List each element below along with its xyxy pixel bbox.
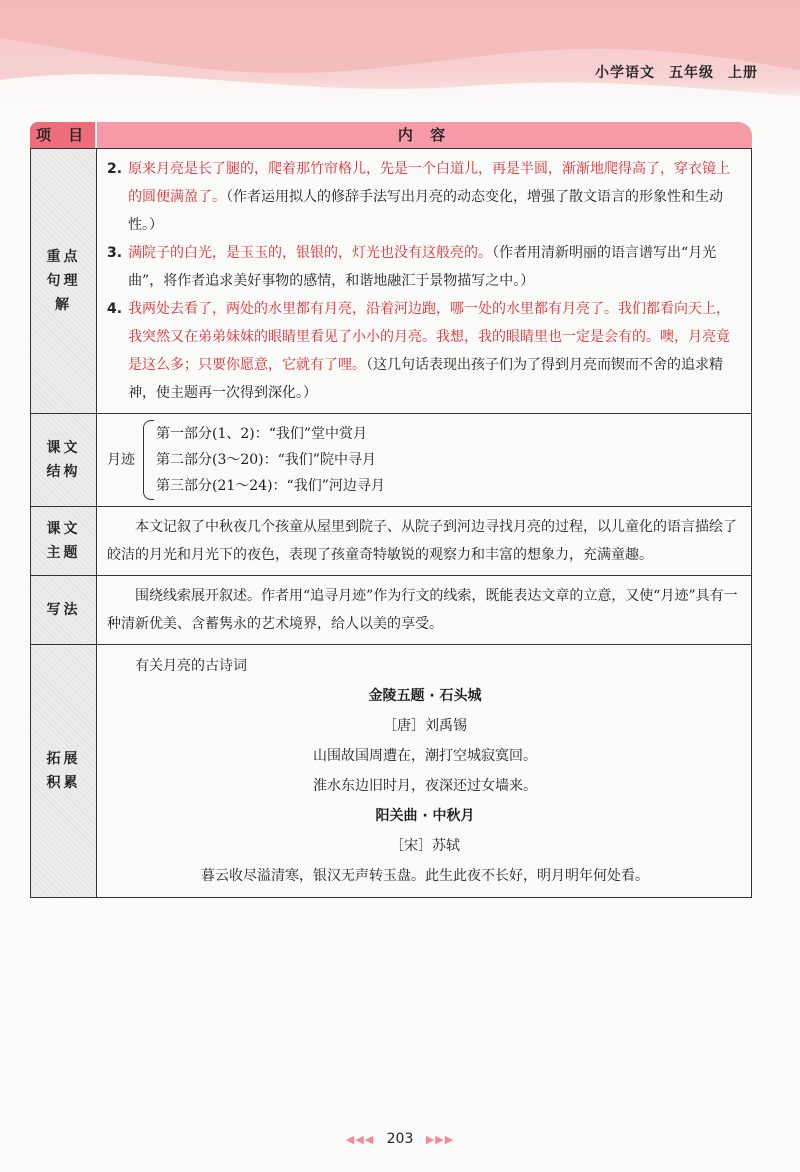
sentence-item — [107, 239, 743, 295]
row-key-sentences — [30, 148, 752, 414]
row-label: 重点句理解 — [30, 149, 97, 413]
brace-icon — [143, 420, 154, 500]
poem-title: 金陵五题 · 石头城 — [368, 688, 482, 704]
header-band — [0, 0, 800, 112]
header-wave-decoration — [0, 0, 800, 112]
row-label: 拓展积累 — [30, 645, 97, 897]
page-number: 203 — [386, 1131, 414, 1147]
poem-author: ［宋］苏轼 — [390, 838, 460, 854]
row-label: 写法 — [30, 576, 97, 644]
page-footer — [0, 1131, 800, 1147]
poem-line: 暮云收尽溢清寒，银汉无声转玉盘。此生此夜不长好，明月明年何处看。 — [201, 868, 649, 884]
structure-part: 第三部分(21～24)：“我们”河边寻月 — [156, 478, 385, 494]
row-label: 课文主题 — [30, 507, 97, 575]
item-number: 4. — [107, 301, 123, 317]
structure-title: 月迹 — [107, 452, 135, 468]
quote-text: 满院子的白光，是玉玉的，银银的，灯光也没有这般亮的。 — [128, 245, 493, 261]
extension-intro: 有关月亮的古诗词 — [135, 658, 247, 674]
row-structure — [30, 414, 752, 507]
column-content-header: 内 容 — [97, 122, 752, 148]
row-content — [97, 576, 752, 644]
row-writing — [30, 576, 752, 645]
grade: 五年级 — [669, 65, 714, 81]
structure-parts — [156, 421, 385, 499]
subject: 小学语文 — [595, 65, 655, 81]
row-extension — [30, 645, 752, 898]
arrow-left-icon: ◀◀◀ — [345, 1133, 375, 1146]
volume: 上册 — [728, 65, 758, 81]
item-number: 3. — [107, 245, 123, 261]
theme-text: 本文记叙了中秋夜几个孩童从屋里到院子、从院子到河边寻找月亮的过程，以儿童化的语言描绘了皎洁的月光和月光下的夜色，表现了孩童奇特敏锐的观察力和丰富的想象力，充满童趣。 — [107, 519, 737, 563]
structure-part: 第二部分(3～20)：“我们”院中寻月 — [156, 452, 376, 468]
row-label: 课文结构 — [30, 414, 97, 506]
table-header — [30, 122, 752, 148]
structure-diagram — [107, 420, 743, 500]
book-info — [581, 62, 758, 82]
quote-text: 我两处去看了，两处的水里都有月亮，沿着河边跑，哪一处的水里都有月亮了。我们都看向天上，我突然又在弟弟妹妹的眼睛里看见了小小的月亮。我想，我的眼睛里也一定是会有的。噢，月亮竟是这么多；只要你愿意，它就有了哩。 — [128, 301, 731, 373]
note-text: （作者运用拟人的修辞手法写出月亮的动态变化，增强了散文语言的形象性和生动性。） — [128, 189, 724, 233]
row-content — [97, 645, 752, 897]
item-number: 2. — [107, 161, 123, 177]
poem-title: 阳关曲 · 中秋月 — [375, 808, 475, 824]
poem-line: 山围故国周遭在，潮打空城寂寞回。 — [313, 748, 537, 764]
arrow-right-icon: ▶▶▶ — [425, 1133, 455, 1146]
sentence-item — [107, 155, 743, 239]
row-content — [97, 507, 752, 575]
row-content — [97, 414, 752, 506]
note-text: （这几句话表现出孩子们为了得到月亮而锲而不舍的追求精神，使主题再一次得到深化。） — [128, 357, 724, 401]
writing-text: 围绕线索展开叙述。作者用“追寻月迹”作为行文的线索，既能表达文章的立意，又使“月迹”具有一种清新优美、含蓄隽永的艺术境界，给人以美的享受。 — [107, 588, 738, 632]
notes-table — [30, 122, 752, 898]
sentence-item — [107, 295, 743, 407]
quote-text: 原来月亮是长了腿的，爬着那竹帘格儿，先是一个白道儿，再是半圆，渐渐地爬得高了，穿衣镜上的圆便满盈了。 — [128, 161, 731, 205]
note-text: （作者用清新明丽的语言谱写出“月光曲”，将作者追求美好事物的感情，和谐地融汇于景物描写之中。） — [128, 245, 717, 289]
column-item-header: 项 目 — [30, 122, 95, 148]
poem-author: ［唐］刘禹锡 — [383, 718, 467, 734]
row-content — [97, 149, 752, 413]
row-theme — [30, 507, 752, 576]
structure-part: 第一部分(1、2)：“我们”堂中赏月 — [156, 426, 368, 442]
poem-line: 淮水东边旧时月，夜深还过女墙来。 — [313, 778, 537, 794]
